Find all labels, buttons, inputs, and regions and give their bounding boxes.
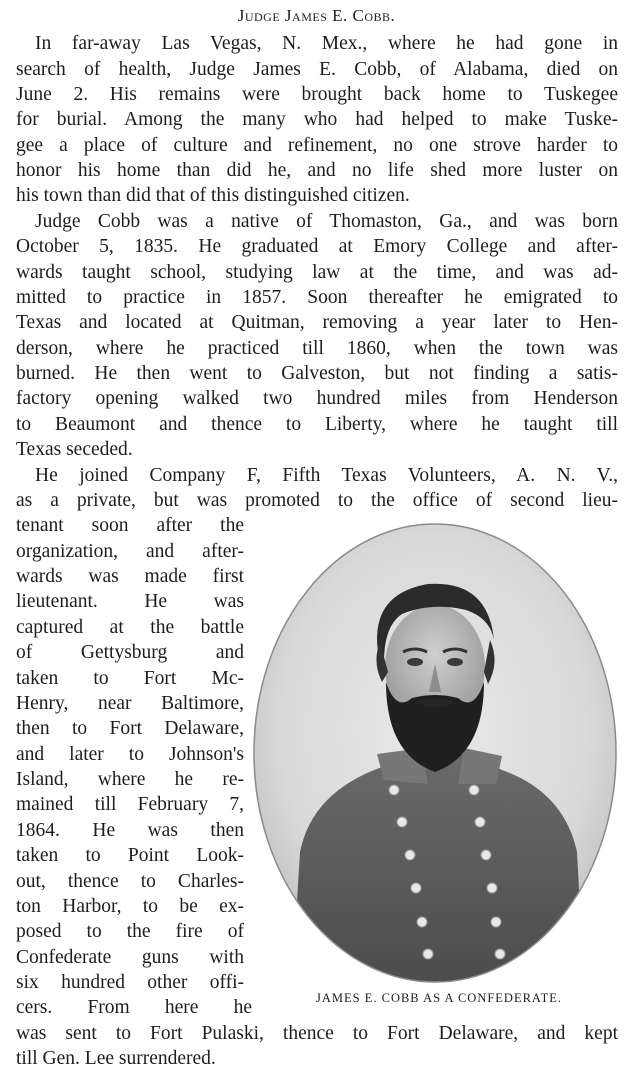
- text-line: posed to the fire of: [16, 921, 244, 942]
- text-line: was sent to Fort Pulaski, thence to Fort Delaware, and kept: [16, 1023, 618, 1044]
- text-line: captured at the battle: [16, 617, 244, 638]
- text-line: to Beaumont and thence to Liberty, where he taught till: [16, 414, 618, 435]
- text-line: wards was made first: [16, 566, 244, 587]
- portrait-illustration: [252, 522, 618, 984]
- text-line: out, thence to Charles-: [16, 871, 244, 892]
- portrait-photo: [252, 522, 618, 984]
- text-line: taken to Point Look-: [16, 845, 244, 866]
- text-line: cers. From here he: [16, 997, 252, 1018]
- text-line: mitted to practice in 1857. Soon thereafter he emigrated to: [16, 287, 618, 308]
- text-line: Island, where he re-: [16, 769, 244, 790]
- text-line: honor his home than did he, and no life shed more luster on: [16, 160, 618, 181]
- text-line: till Gen. Lee surrendered.: [16, 1048, 216, 1069]
- text-line: wards taught school, studying law at the time, and was ad-: [16, 262, 618, 283]
- photo-caption: JAMES E. COBB AS A CONFEDERATE.: [316, 991, 562, 1005]
- text-line: organization, and after-: [16, 541, 244, 562]
- text-line: He joined Company F, Fifth Texas Volunteers, A. N. V.,: [35, 465, 618, 486]
- text-line: burned. He then went to Galveston, but not finding a satis-: [16, 363, 618, 384]
- text-line: Judge Cobb was a native of Thomaston, Ga., and was born: [35, 211, 618, 232]
- text-line: Texas seceded.: [16, 439, 133, 460]
- text-line: 1864. He was then: [16, 820, 244, 841]
- text-line: tenant soon after the: [16, 515, 244, 536]
- text-line: factory opening walked two hundred miles from Henderson: [16, 388, 618, 409]
- text-line: gee a place of culture and refinement, no one strove harder to: [16, 135, 618, 156]
- text-line: Confederate guns with: [16, 947, 244, 968]
- text-line: search of health, Judge James E. Cobb, of Alabama, died on: [16, 59, 618, 80]
- text-line: his town than did that of this distinguished citizen.: [16, 185, 410, 206]
- text-line: October 5, 1835. He graduated at Emory College and after-: [16, 236, 618, 257]
- text-line: In far-away Las Vegas, N. Mex., where he had gone in: [35, 33, 618, 54]
- text-line: of Gettysburg and: [16, 642, 244, 663]
- article-title: Judge James E. Cobb.: [237, 6, 396, 25]
- text-line: for burial. Among the many who had helped to make Tuske-: [16, 109, 618, 130]
- text-line: derson, where he practiced till 1860, when the town was: [16, 338, 618, 359]
- text-line: ton Harbor, to be ex-: [16, 896, 244, 917]
- text-line: Texas and located at Quitman, removing a year later to Hen-: [16, 312, 618, 333]
- text-line: then to Fort Delaware,: [16, 718, 244, 739]
- text-line: as a private, but was promoted to the office of second lieu-: [16, 490, 618, 511]
- text-line: and later to Johnson's: [16, 744, 244, 765]
- text-line: Henry, near Baltimore,: [16, 693, 244, 714]
- text-line: mained till February 7,: [16, 794, 244, 815]
- text-line: taken to Fort Mc-: [16, 668, 244, 689]
- text-line: six hundred other offi-: [16, 972, 244, 993]
- text-line: lieutenant. He was: [16, 591, 244, 612]
- text-line: June 2. His remains were brought back home to Tuskegee: [16, 84, 618, 105]
